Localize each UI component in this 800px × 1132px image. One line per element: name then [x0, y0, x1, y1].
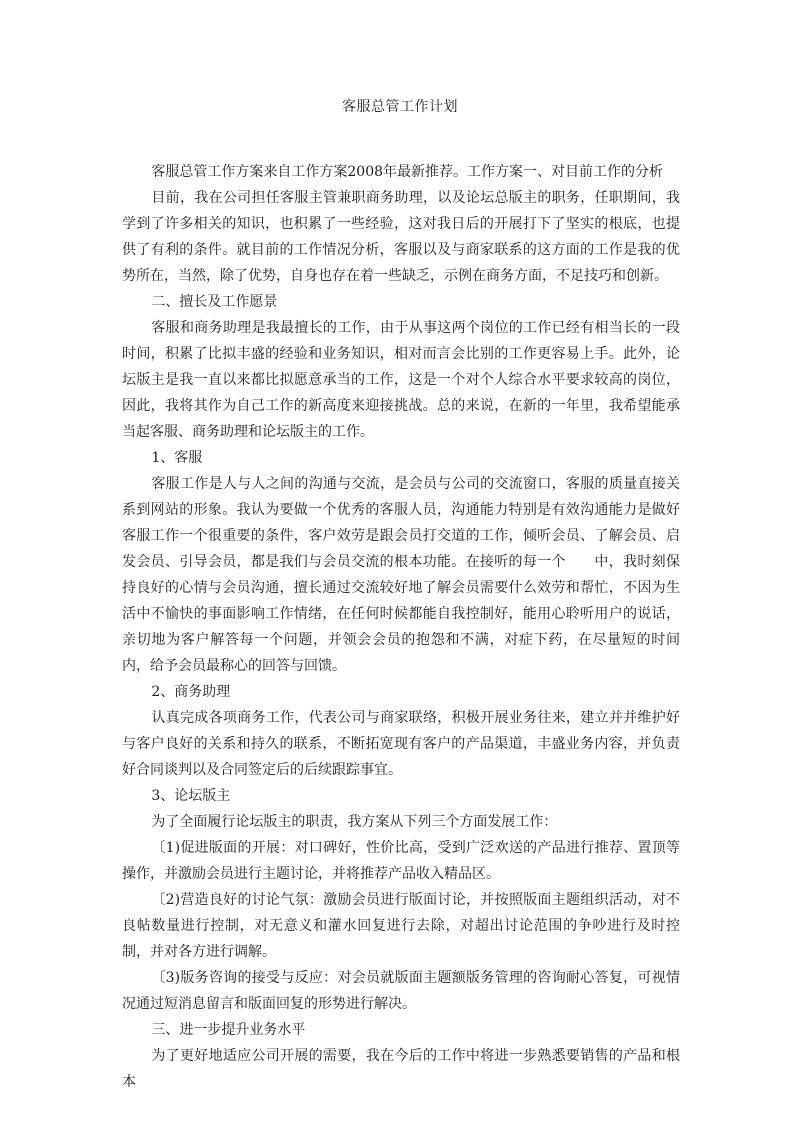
- document-body: [122, 159, 680, 1095]
- paragraph-customer-service: 客服工作是人与人之间的沟通与交流，是会员与公司的交流窗口，客服的质量直接关系到网站的形象。我认为要做一个优秀的客服人员，沟通能力特别是有效沟通能力是做好客服工作一个很重要的条件，客户效劳是跟会员打交道的工作，倾听会员、了解会员、启发会员、引导会员，都是我们与会员交流的根本功能。在接听的每一个 中，我时刻保持良好的心情与会员沟通，擅长通过交流较好地了解会员需要什么效劳和帮忙，不因为生活中不愉快的事面影响工作情绪，在任何时候都能自我控制好，能用心聆听用户的说话，亲切地为客户解答每一个问题，并领会会员的抱怨和不满，对症下药，在尽量短的时间内，给予会员最称心的回答与回馈。: [122, 476, 680, 674]
- paragraph-intro: 客服总管工作方案来自工作方案2008年最新推荐。工作方案一、对目前工作的分析: [151, 164, 664, 180]
- paragraph-strengths: 客服和商务助理是我最擅长的工作，由于从事这两个岗位的工作已经有相当长的一段时间，积累了比拟丰盛的经验和业务知识，相对而言会比别的工作更容易上手。此外，论坛版主是我一直以来都比拟愿意承当的工作，这是一个对个人综合水平要求较高的岗位，因此，我将其作为自己工作的新高度来迎接挑战。总的来说，在新的一年里，我希望能承当起客服、商务助理和论坛版主的工作。: [122, 320, 680, 440]
- paragraph-business-assistant: 认真完成各项商务工作，代表公司与商家联络，积极开展业务往来，建立并并维护好与客户良好的关系和持久的联系，不断拓宽现有客户的产品渠道，丰盛业务内容，并负责好合同谈判以及合同签定后的后续跟踪事宜。: [122, 710, 680, 778]
- list-item-forum-3: 〔3)版务咨询的接受与反应：对会员就版面主题额版务管理的咨询耐心答复，可视情况通过短消息留言和版面回复的形势进行解决。: [122, 970, 680, 1012]
- paragraph-current-work: 目前，我在公司担任客服主管兼职商务助理，以及论坛总版主的职务，任职期间，我学到了许多相关的知识，也积累了一些经验，这对我日后的开展打下了坚实的根底，也提供了有利的条件。就目前的工作情况分析，客服以及与商家联系的这方面的工作是我的优势所在，当然，除了优势，自身也存在着一些缺乏，示例在商务方面，不足技巧和创新。: [122, 190, 680, 284]
- heading-strengths: 二、擅长及工作愿景: [151, 294, 278, 310]
- heading-business-assistant: 2、商务助理: [151, 684, 231, 700]
- heading-customer-service: 1、客服: [151, 450, 203, 466]
- list-item-forum-1: 〔1)促进版面的开展：对口碑好，性价比高，受到广泛欢送的产品进行推荐、置顶等操作，并激励会员进行主题讨论，并将推荐产品收入精品区。: [122, 840, 680, 882]
- list-item-forum-2: 〔2)营造良好的讨论气氛：激励会员进行版面讨论，并按照版面主题组织活动，对不良帖数量进行控制，对无意义和灌水回复进行去除，对超出讨论范围的争吵进行及时控制，并对各方进行调解。: [122, 892, 680, 960]
- heading-improve-skills: 三、进一步提升业务水平: [151, 1022, 306, 1038]
- paragraph-forum-intro: 为了全面履行论坛版主的职责，我方案从下列三个方面发展工作：: [151, 814, 558, 830]
- heading-forum-moderator: 3、论坛版主: [151, 788, 231, 804]
- paragraph-improve-skills: 为了更好地适应公司开展的需要，我在今后的工作中将进一步熟悉要销售的产品和根本: [122, 1048, 680, 1090]
- document-title: 客服总管工作计划: [342, 99, 458, 115]
